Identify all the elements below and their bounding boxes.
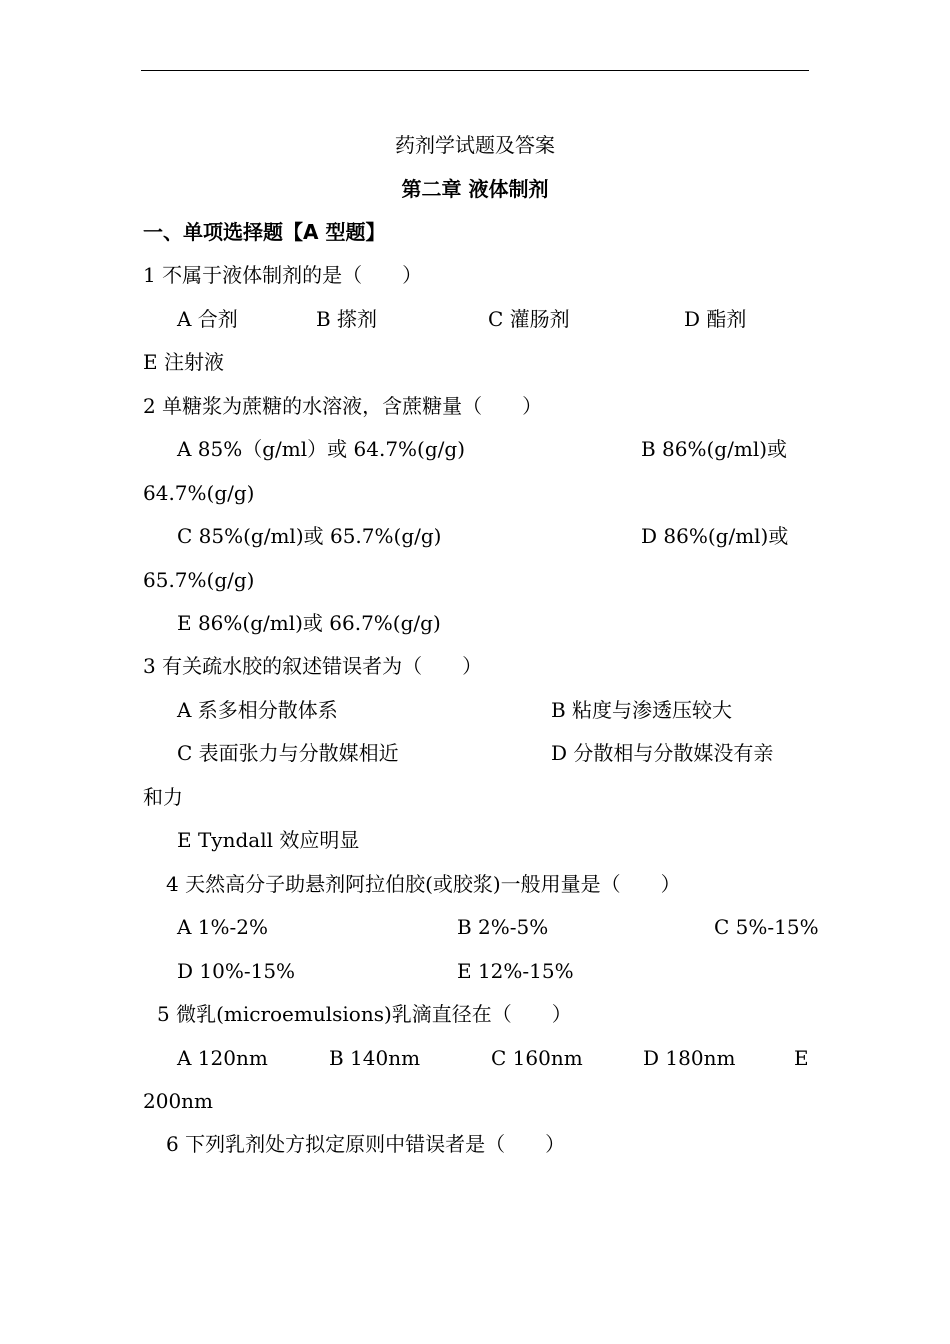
question-4-stem: 4 天然高分子助悬剂阿拉伯胶(或胶浆)一般用量是（ ） bbox=[166, 872, 681, 896]
question-1-option-e: E 注射液 bbox=[143, 350, 224, 374]
question-3-option-b: B 粘度与渗透压较大 bbox=[551, 698, 733, 722]
question-4-option-c: C 5%-15% bbox=[714, 915, 819, 939]
question-2-option-c: C 85%(g/ml)或 65.7%(g/g) bbox=[177, 524, 442, 548]
question-2-option-d: D 86%(g/ml)或 bbox=[641, 524, 789, 548]
question-2-option-a: A 85%（g/ml）或 64.7%(g/g) bbox=[177, 437, 465, 461]
header-rule bbox=[141, 70, 809, 71]
question-1-option-d: D 酯剂 bbox=[684, 307, 747, 331]
question-2-option-d-cont: 65.7%(g/g) bbox=[143, 568, 255, 592]
question-4-option-d: D 10%-15% bbox=[177, 959, 296, 983]
question-3-option-d-cont: 和力 bbox=[143, 785, 183, 809]
question-3-option-e: E Tyndall 效应明显 bbox=[177, 828, 360, 852]
question-1-option-b: B 搽剂 bbox=[316, 307, 378, 331]
question-2-stem: 2 单糖浆为蔗糖的水溶液，含蔗糖量（ ） bbox=[143, 394, 543, 418]
chapter-title: 第二章 液体制剂 bbox=[401, 177, 549, 201]
question-1-stem: 1 不属于液体制剂的是（ ） bbox=[143, 263, 423, 287]
document-title: 药剂学试题及答案 bbox=[395, 133, 555, 157]
question-3-option-d: D 分散相与分散媒没有亲 bbox=[551, 741, 774, 765]
question-2-option-e: E 86%(g/ml)或 66.7%(g/g) bbox=[177, 611, 441, 635]
question-5-option-a: A 120nm bbox=[177, 1046, 268, 1070]
question-5-option-e-cont: 200nm bbox=[143, 1089, 214, 1113]
question-5-option-c: C 160nm bbox=[491, 1046, 583, 1070]
question-6-stem: 6 下列乳剂处方拟定原则中错误者是（ ） bbox=[166, 1132, 566, 1156]
question-5-option-e: E bbox=[794, 1046, 809, 1070]
question-2-option-b: B 86%(g/ml)或 bbox=[641, 437, 788, 461]
question-1-option-a: A 合剂 bbox=[177, 307, 238, 331]
question-5-option-d: D 180nm bbox=[643, 1046, 736, 1070]
question-5-stem: 5 微乳(microemulsions)乳滴直径在（ ） bbox=[157, 1002, 572, 1026]
question-3-option-c: C 表面张力与分散媒相近 bbox=[177, 741, 399, 765]
section-title: 一、单项选择题【A 型题】 bbox=[143, 220, 386, 244]
question-3-stem: 3 有关疏水胶的叙述错误者为（ ） bbox=[143, 654, 483, 678]
question-3-option-a: A 系多相分散体系 bbox=[177, 698, 338, 722]
question-2-option-b-cont: 64.7%(g/g) bbox=[143, 481, 255, 505]
question-5-option-b: B 140nm bbox=[329, 1046, 421, 1070]
question-4-option-a: A 1%-2% bbox=[177, 915, 269, 939]
question-4-option-b: B 2%-5% bbox=[457, 915, 549, 939]
question-1-option-c: C 灌肠剂 bbox=[488, 307, 570, 331]
question-4-option-e: E 12%-15% bbox=[457, 959, 574, 983]
